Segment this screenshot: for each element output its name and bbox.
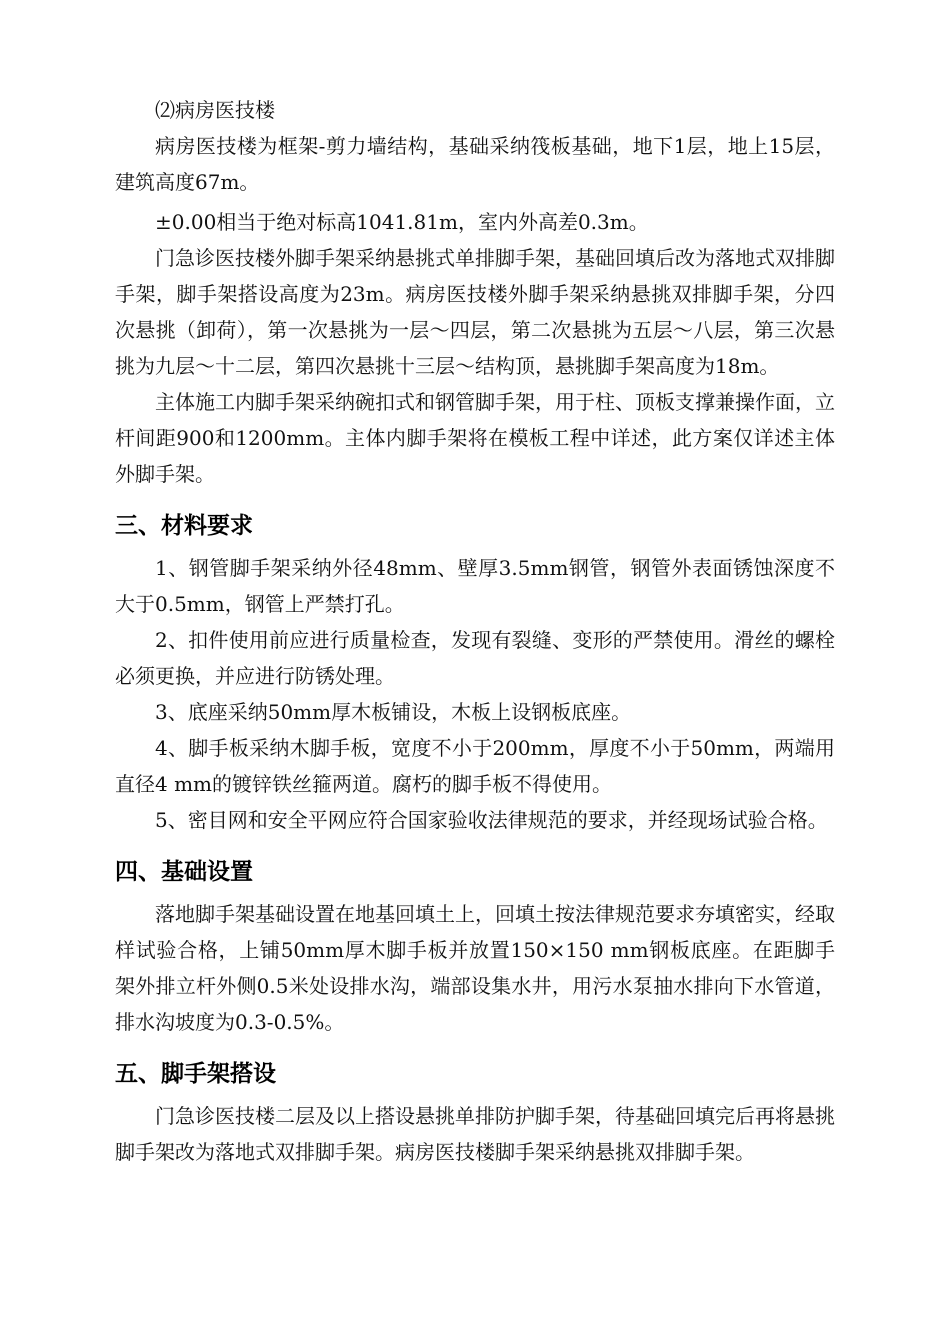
paragraph: 门急诊医技楼外脚手架采纳悬挑式单排脚手架，基础回填后改为落地式双排脚手架，脚手架搭设高度为23m。病房医技楼外脚手架采纳悬挑双排脚手架，分四次悬挑（卸荷），第一次悬挑为一层～四层，第二次悬挑为五层～八层，第三次悬挑为九层～十二层，第四次悬挑十三层～结构顶，悬挑脚手架高度为18m。 [115,246,835,378]
list-item: 2、扣件使用前应进行质量检查，发现有裂缝、变形的严禁使用。滑丝的螺栓必须更换，并应进行防锈处理。 [115,628,835,688]
list-item: 1、钢管脚手架采纳外径48mm、壁厚3.5mm钢管，钢管外表面锈蚀深度不大于0.5mm，钢管上严禁打孔。 [115,556,835,616]
paragraph: 主体施工内脚手架采纳碗扣式和钢管脚手架，用于柱、顶板支撑兼操作面，立杆间距900和1200mm。主体内脚手架将在模板工程中详述，此方案仅详述主体外脚手架。 [115,390,835,486]
paragraph: 病房医技楼为框架-剪力墙结构，基础采纳筏板基础，地下1层，地上15层，建筑高度67m。 [115,134,835,194]
section-heading: 五、脚手架搭设 [115,1061,276,1087]
section-heading: 四、基础设置 [115,859,253,885]
list-item: 5、密目网和安全平网应符合国家验收法律规范的要求，并经现场试验合格。 [155,808,828,832]
list-item: 4、脚手板采纳木脚手板，宽度不小于200mm，厚度不小于50mm，两端用直径4 mm的镀锌铁丝箍两道。腐朽的脚手板不得使用。 [115,736,835,796]
paragraph: ±0.00相当于绝对标高1041.81m，室内外高差0.3m。 [155,210,649,234]
section-heading: 三、材料要求 [115,513,253,539]
paragraph: 门急诊医技楼二层及以上搭设悬挑单排防护脚手架，待基础回填完后再将悬挑脚手架改为落地式双排脚手架。病房医技楼脚手架采纳悬挑双排脚手架。 [115,1104,835,1164]
paragraph: 落地脚手架基础设置在地基回填土上，回填土按法律规范要求夯填密实，经取样试验合格，上铺50mm厚木脚手板并放置150×150 mm钢板底座。在距脚手架外排立杆外侧0.5米处设排水沟，端部设集水井，用污水泵抽水排向下水管道，排水沟坡度为0.3-0.5%。 [115,902,835,1034]
subsection-title: ⑵病房医技楼 [155,98,275,122]
list-item: 3、底座采纳50mm厚木板铺设，木板上设钢板底座。 [155,700,632,724]
